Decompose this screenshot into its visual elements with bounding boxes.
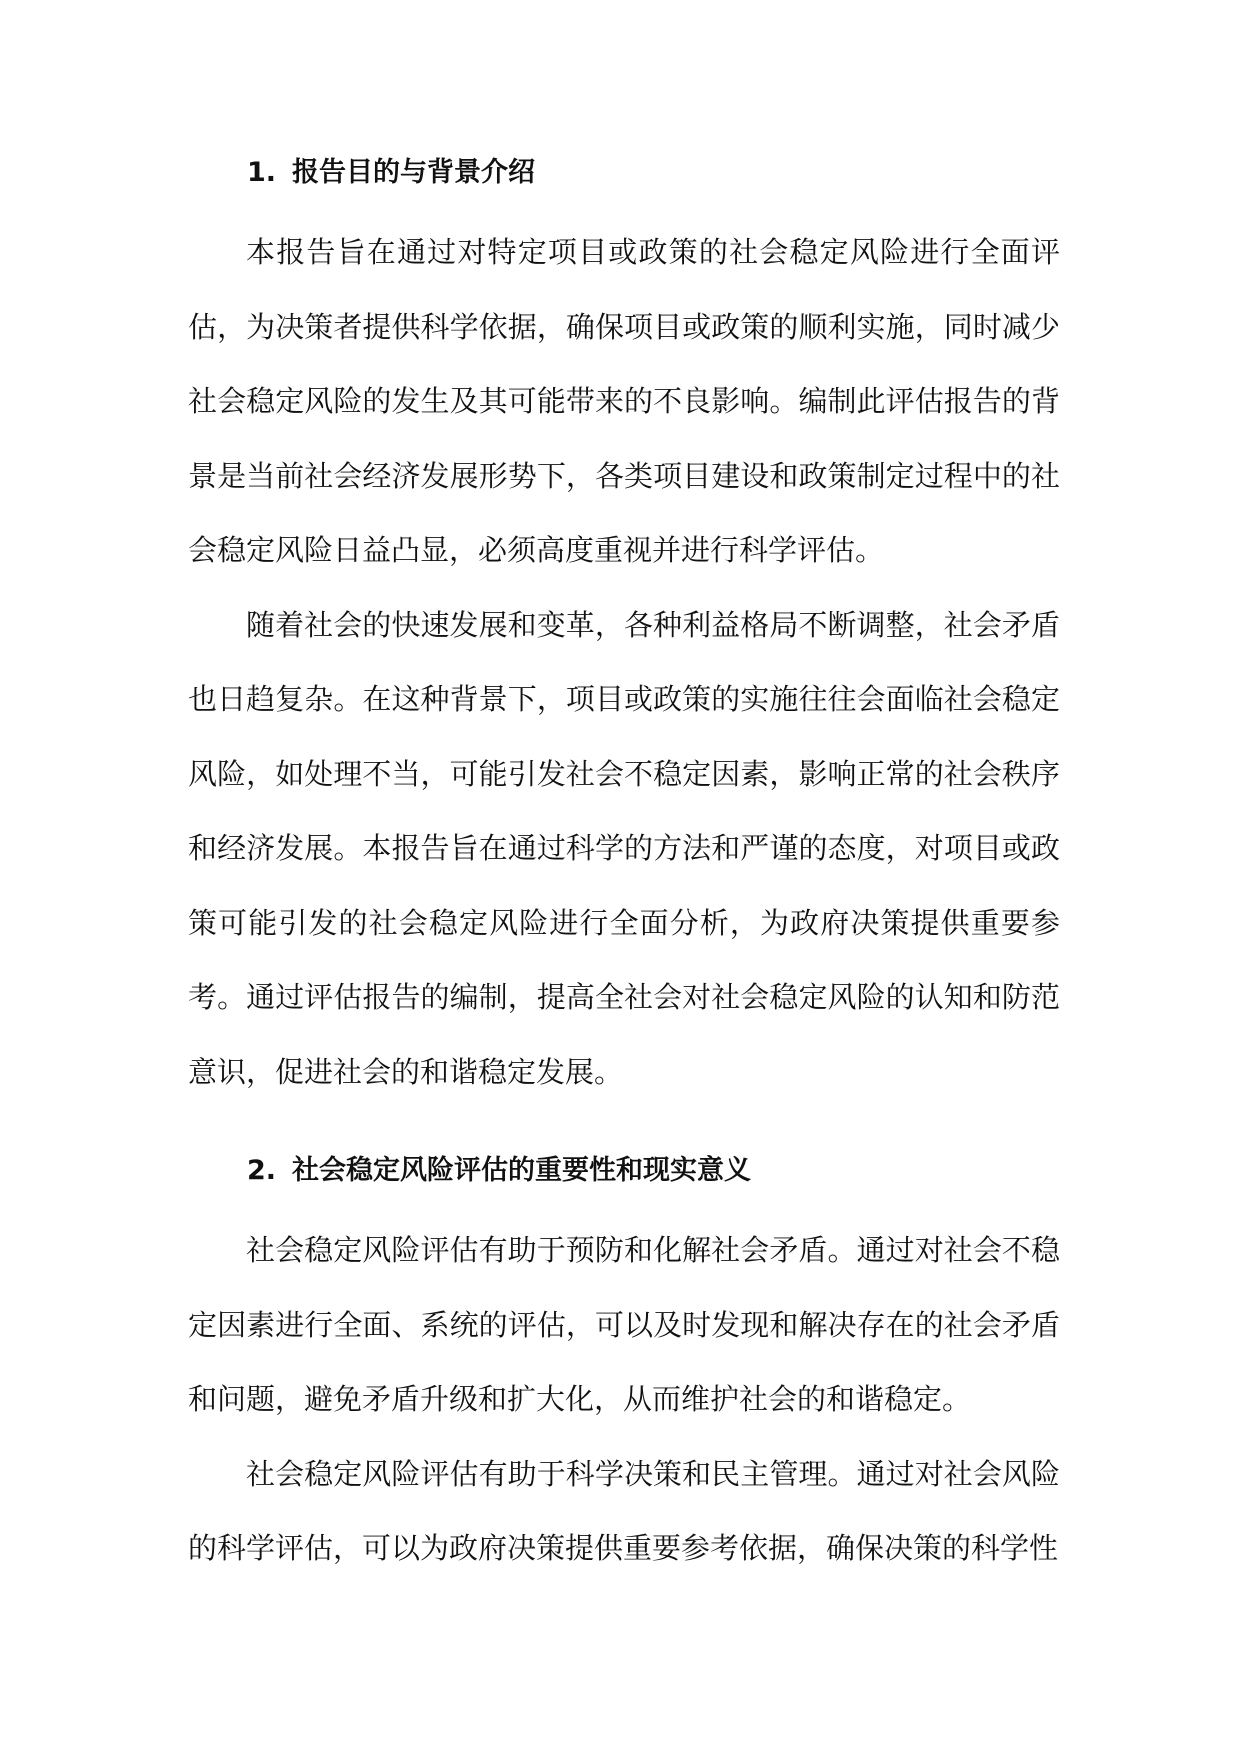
section-1-paragraph-1: 本报告旨在通过对特定项目或政策的社会稳定风险进行全面评估，为决策者提供科学依据，确保项目或政策的顺利实施，同时减少社会稳定风险的发生及其可能带来的不良影响。编制此评估报告的背景是当前社会经济发展形势下，各类项目建设和政策制定过程中的社会稳定风险日益凸显，必须高度重视并进行科学评估。 xyxy=(188,235,1060,567)
section-1-number: 1. xyxy=(247,157,277,188)
section-1-title: 报告目的与背景介绍 xyxy=(292,157,536,188)
section-2-paragraph-1: 社会稳定风险评估有助于预防和化解社会矛盾。通过对社会不稳定因素进行全面、系统的评估，可以及时发现和解决存在的社会矛盾和问题，避免矛盾升级和扩大化，从而维护社会的和谐稳定。 xyxy=(188,1233,1060,1416)
section-2-number: 2. xyxy=(247,1155,277,1186)
section-2-paragraph-2: 社会稳定风险评估有助于科学决策和民主管理。通过对社会风险的科学评估，可以为政府决策提供重要参考依据，确保决策的科学性 xyxy=(188,1456,1060,1565)
section-1-paragraph-2: 随着社会的快速发展和变革，各种利益格局不断调整，社会矛盾也日趋复杂。在这种背景下，项目或政策的实施往往会面临社会稳定风险，如处理不当，可能引发社会不稳定因素，影响正常的社会秩序和经济发展。本报告旨在通过科学的方法和严谨的态度，对项目或政策可能引发的社会稳定风险进行全面分析，为政府决策提供重要参考。通过评估报告的编制，提高全社会对社会稳定风险的认知和防范意识，促进社会的和谐稳定发展。 xyxy=(188,607,1060,1089)
section-2-title: 社会稳定风险评估的重要性和现实意义 xyxy=(292,1155,752,1186)
document-body xyxy=(188,145,1060,1586)
section-1-heading xyxy=(188,145,1060,201)
section-2-heading xyxy=(188,1143,1060,1199)
